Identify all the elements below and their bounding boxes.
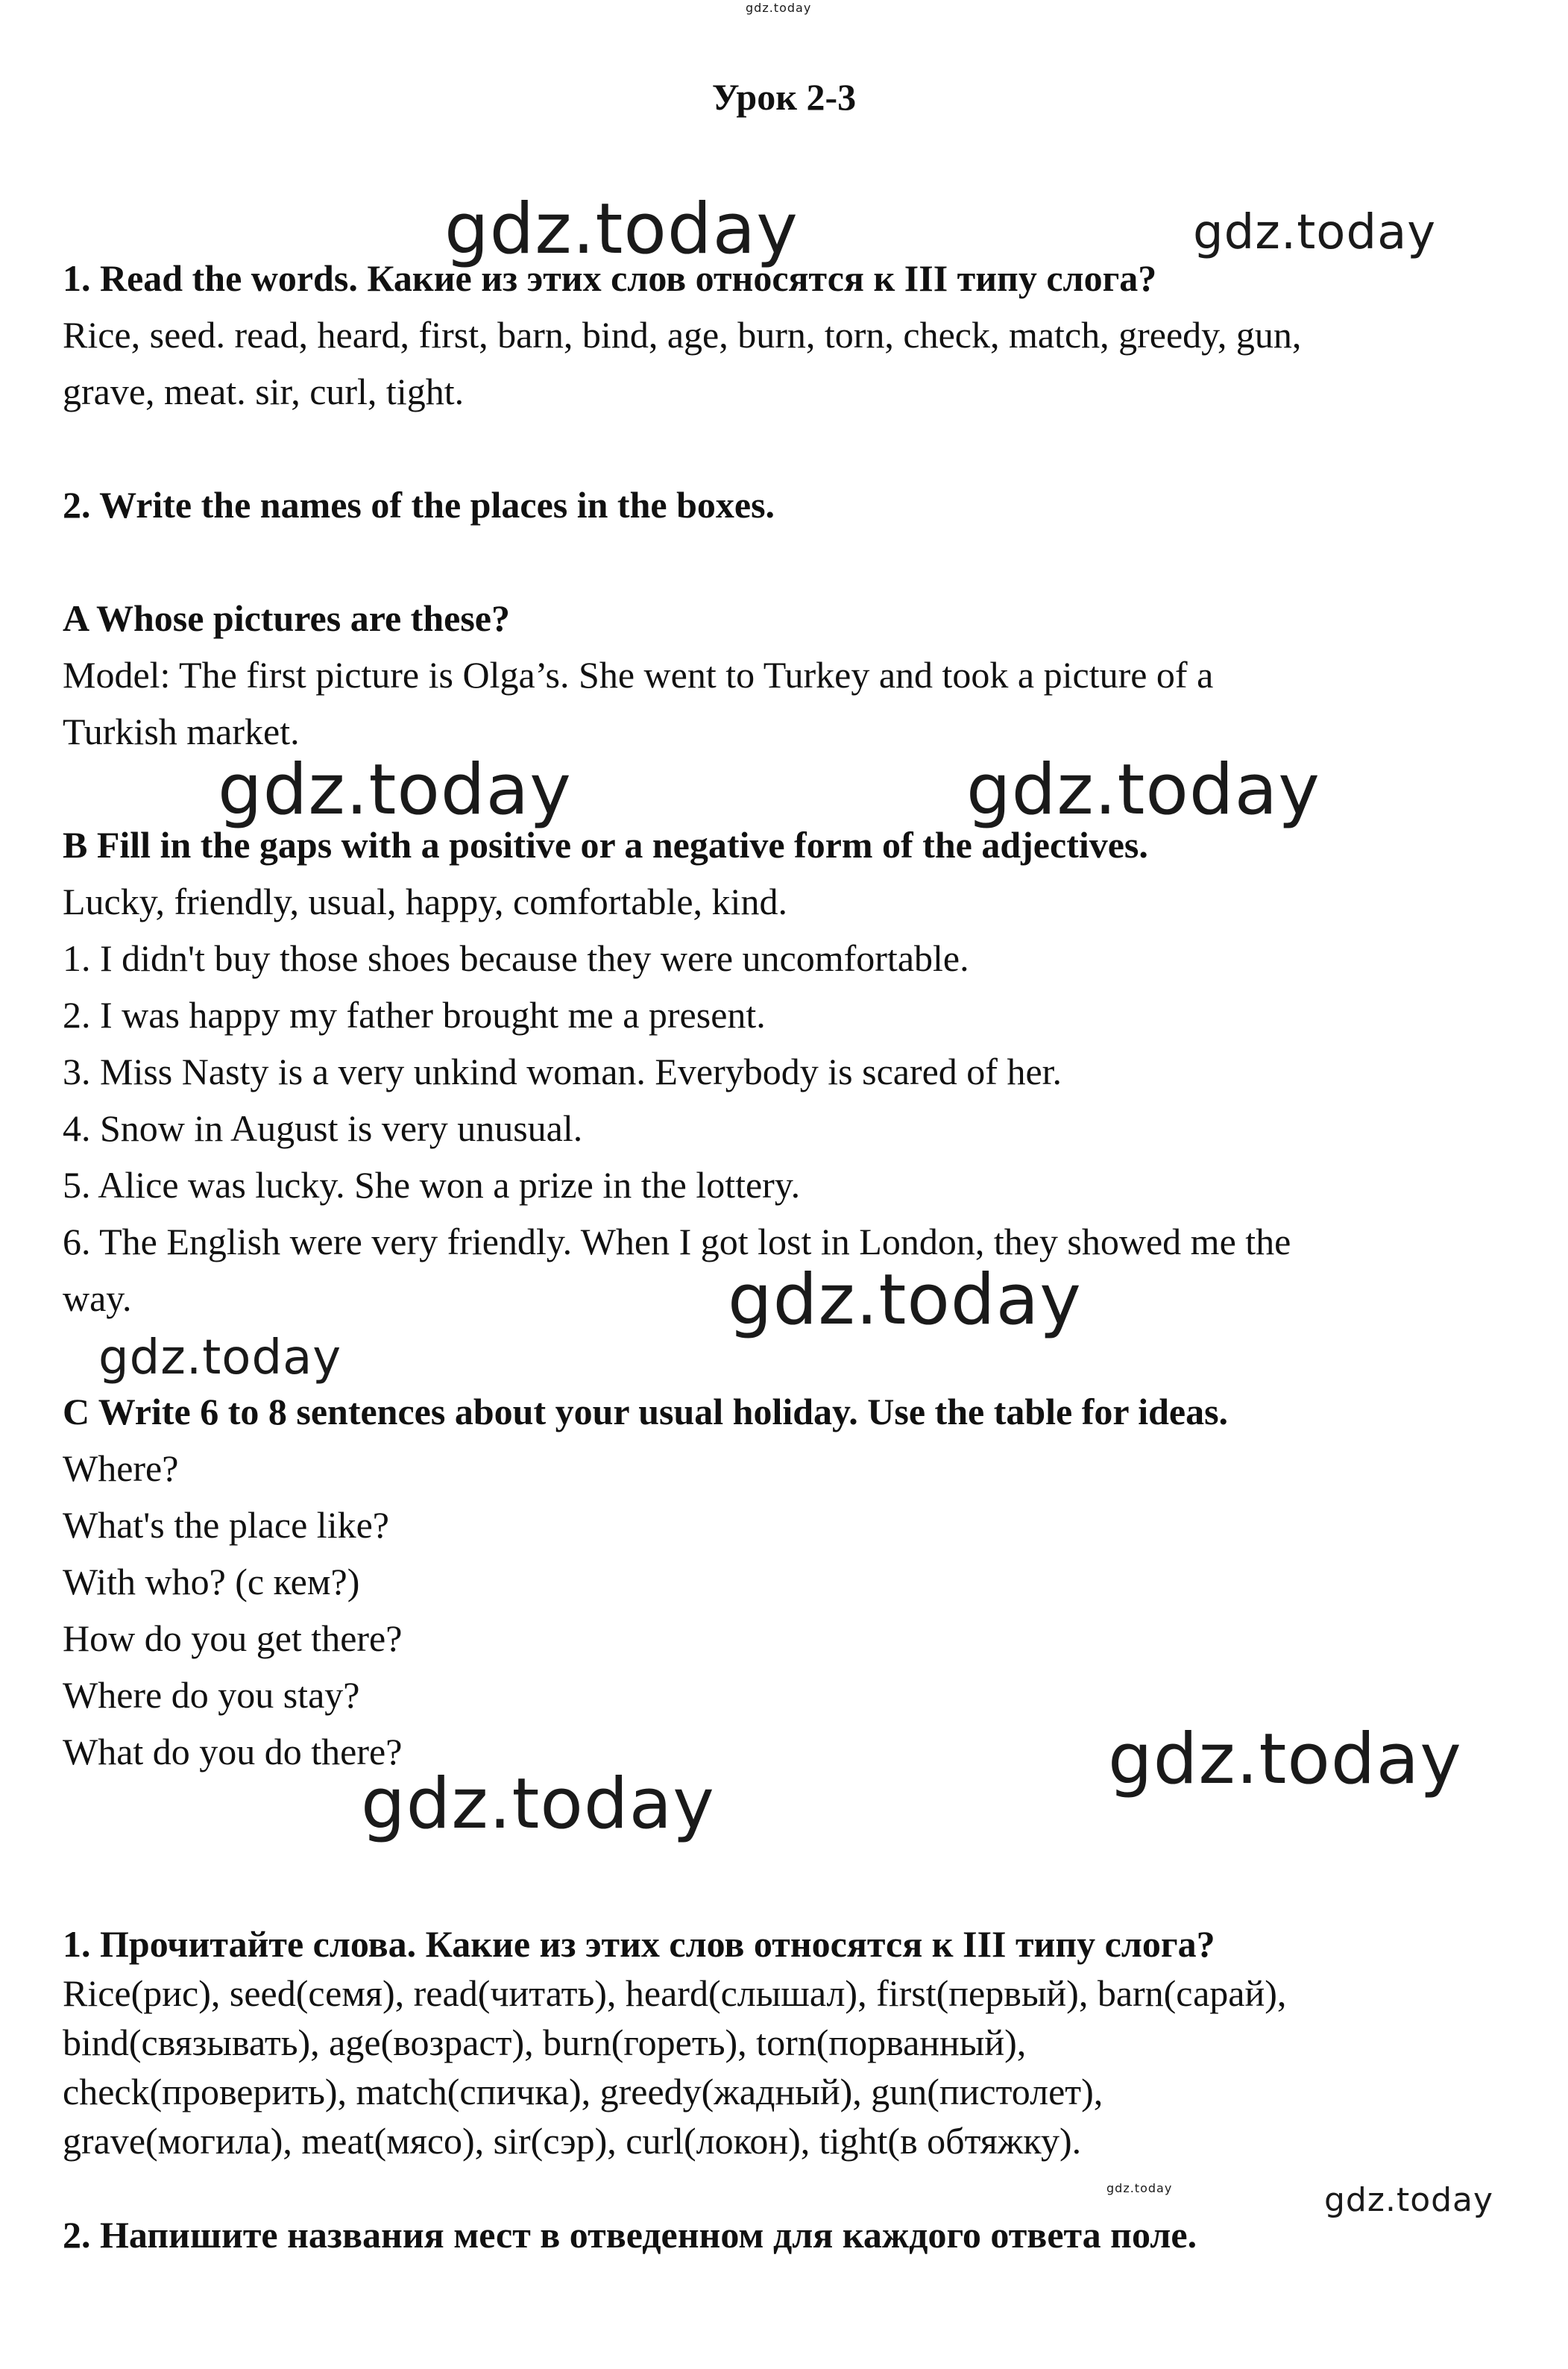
translation1-line: Rice(рис), seed(семя), read(читать), heard(слышал), first(первый), barn(сарай),	[63, 1972, 1287, 2014]
task2-heading: 2. Write the names of the places in the boxes.	[63, 484, 775, 526]
page-title: Урок 2-3	[711, 76, 857, 118]
task1-line: Rice, seed. read, heard, first, barn, bind, age, burn, torn, check, match, greedy, gun,	[63, 314, 1302, 356]
sectionB-heading: B Fill in the gaps with a positive or a negative form of the adjectives.	[63, 824, 1148, 866]
translation1-line: grave(могила), meat(мясо), sir(сэр), curl(локон), tight(в обтяжку).	[63, 2120, 1082, 2162]
sectionC-question: Where do you stay?	[63, 1674, 360, 1716]
task1-line: grave, meat. sir, curl, tight.	[63, 371, 465, 412]
watermark: gdz.today	[98, 1330, 342, 1385]
sectionB-item: 1. I didn't buy those shoes because they were uncomfortable.	[63, 937, 969, 979]
sectionC-question: What do you do there?	[63, 1731, 403, 1772]
watermark: gdz.today	[1324, 2181, 1494, 2219]
sectionA-line: Model: The first picture is Olga’s. She went to Turkey and took a picture of a	[63, 654, 1214, 696]
sectionB-words: Lucky, friendly, usual, happy, comfortable, kind.	[63, 881, 787, 922]
sectionB-item: 3. Miss Nasty is a very unkind woman. Everybody is scared of her.	[63, 1051, 1062, 1092]
watermark: gdz.today	[361, 1764, 715, 1845]
sectionA-line: Turkish market.	[63, 711, 300, 752]
watermark: gdz.today	[1193, 205, 1437, 260]
sectionB-item: 4. Snow in August is very unusual.	[63, 1107, 583, 1149]
sectionC-heading: C Write 6 to 8 sentences about your usual holiday. Use the table for ideas.	[63, 1391, 1229, 1432]
watermark-top: gdz.today	[746, 1, 812, 15]
watermark: gdz.today	[966, 749, 1320, 831]
translation1-line: check(проверить), match(спичка), greedy(жадный), gun(пистолет),	[63, 2071, 1103, 2112]
watermark: gdz.today	[218, 749, 572, 831]
watermark: gdz.today	[1108, 1719, 1462, 1800]
sectionB-item: 2. I was happy my father brought me a present.	[63, 994, 766, 1036]
task1-heading: 1. Read the words. Какие из этих слов относятся к III типу слога?	[63, 257, 1157, 299]
sectionB-item: 6. The English were very friendly. When I got lost in London, they showed me the	[63, 1221, 1291, 1262]
sectionC-question: What's the place like?	[63, 1504, 389, 1546]
watermark: gdz.today	[728, 1259, 1082, 1341]
sectionB-item: 5. Alice was lucky. She won a prize in the lottery.	[63, 1164, 801, 1206]
translation2-heading: 2. Напишите названия мест в отведенном для каждого ответа поле.	[63, 2214, 1197, 2256]
watermark: gdz.today	[1106, 2181, 1173, 2195]
sectionB-item: way.	[63, 1277, 132, 1319]
sectionC-question: Where?	[63, 1447, 179, 1489]
watermark: gdz.today	[444, 189, 799, 270]
sectionC-question: How do you get there?	[63, 1617, 403, 1659]
sectionC-question: With who? (с кем?)	[63, 1561, 360, 1602]
translation1-heading: 1. Прочитайте слова. Какие из этих слов относятся к III типу слога?	[63, 1923, 1215, 1965]
sectionA-heading: A Whose pictures are these?	[63, 597, 510, 639]
translation1-line: bind(связывать), age(возраст), burn(гореть), torn(порванный),	[63, 2022, 1027, 2063]
